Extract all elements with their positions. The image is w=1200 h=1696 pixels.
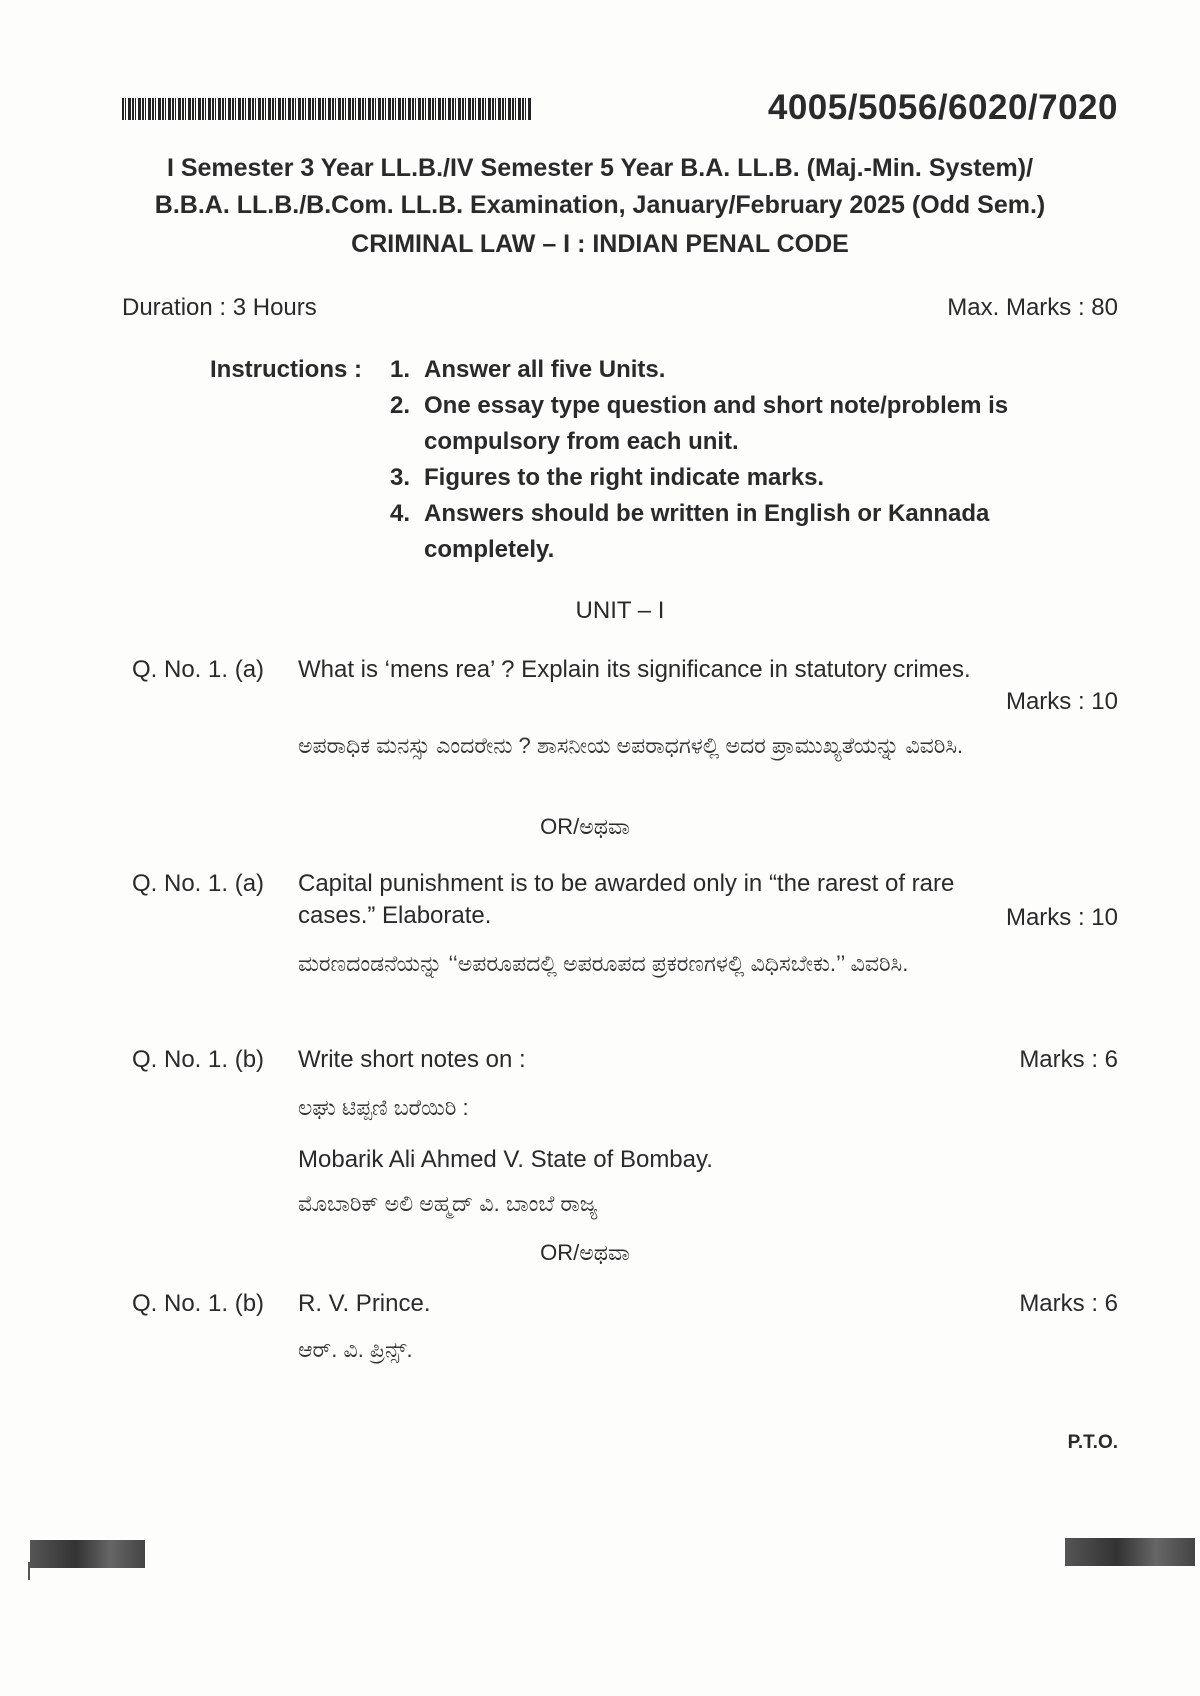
instruction-text: Answer all five Units. [424,356,666,383]
question-text-kannada: ಮರಣದಂಡನೆಯನ್ನು ‘‘ಅಪರೂಪದಲ್ಲಿ ಅಪರೂಪದ ಪ್ರಕರಣಗಳಲ್ಲಿ ವಿಧಿಸಬೇಕು.’’ ವಿವರಿಸಿ. [298,951,909,976]
question-marks: Marks : 10 [1005,904,1118,931]
case-name-kannada: ಮೊಬಾರಿಕ್ ಅಲಿ ಅಹ್ಮದ್ ವಿ. ಬಾಂಬೆ ರಾಜ್ಯ [298,1191,598,1216]
question-label: Q. No. 1. (b) [132,1046,265,1073]
scan-tick-mark [28,1562,30,1580]
paper-code: 4005/5056/6020/7020 [767,88,1118,127]
question-marks: Marks : 6 [1019,1290,1118,1317]
question-label: Q. No. 1. (a) [132,870,265,897]
instruction-text-cont: compulsory from each unit. [424,428,739,455]
barcode [122,98,532,120]
duration: Duration : 3 Hours [122,294,317,321]
instruction-text: One essay type question and short note/problem is [424,392,1009,419]
scan-registration-mark-right [1065,1538,1195,1566]
scan-registration-mark-left [30,1540,145,1568]
exam-title-line-2: B.B.A. LL.B./B.Com. LL.B. Examination, January/February 2025 (Odd Sem.) [154,191,1046,219]
or-separator: OR/ಅಥವಾ [540,814,630,839]
max-marks: Max. Marks : 80 [947,294,1118,321]
question-text-kannada: ಆರ್. ವಿ. ಪ್ರಿನ್ಸ್. [298,1337,413,1362]
page-turn-over: P.T.O. [1067,1432,1118,1453]
instructions-label: Instructions : [210,356,363,383]
instruction-text-cont: completely. [424,536,555,563]
question-text-kannada: ಅಪರಾಧಿಕ ಮನಸ್ಸು ಎಂದರೇನು ? ಶಾಸನೀಯ ಅಪರಾಧಗಳಲ್ಲಿ ಅದರ ಪ್ರಾಮುಖ್ಯತೆಯನ್ನು ವಿವರಿಸಿ. [298,733,964,758]
question-text: What is ‘mens rea’ ? Explain its significance in statutory crimes. [298,656,971,683]
instruction-text: Answers should be written in English or Kannada [424,500,990,527]
instruction-number: 3. [390,464,411,491]
instruction-number: 1. [390,356,411,383]
case-name: Mobarik Ali Ahmed V. State of Bombay. [298,1146,713,1173]
question-text: Write short notes on : [298,1046,526,1073]
question-label: Q. No. 1. (a) [132,656,265,683]
unit-heading: UNIT – I [575,597,665,624]
question-label: Q. No. 1. (b) [132,1290,265,1317]
question-marks: Marks : 6 [1019,1046,1118,1073]
instruction-number: 2. [390,392,411,419]
instruction-number: 4. [390,500,411,527]
instruction-text: Figures to the right indicate marks. [424,464,825,491]
subject-title: CRIMINAL LAW – I : INDIAN PENAL CODE [351,230,849,258]
question-marks: Marks : 10 [1005,688,1118,715]
question-text-kannada: ಲಘು ಟಿಪ್ಪಣಿ ಬರೆಯಿರಿ : [298,1095,469,1120]
question-text: R. V. Prince. [298,1290,431,1317]
question-text: Capital punishment is to be awarded only in “the rarest of rare cases.” Elaborate. [298,870,955,929]
exam-title-line-1: I Semester 3 Year LL.B./IV Semester 5 Year B.A. LL.B. (Maj.-Min. System)/ [166,154,1034,182]
or-separator: OR/ಅಥವಾ [540,1240,630,1265]
